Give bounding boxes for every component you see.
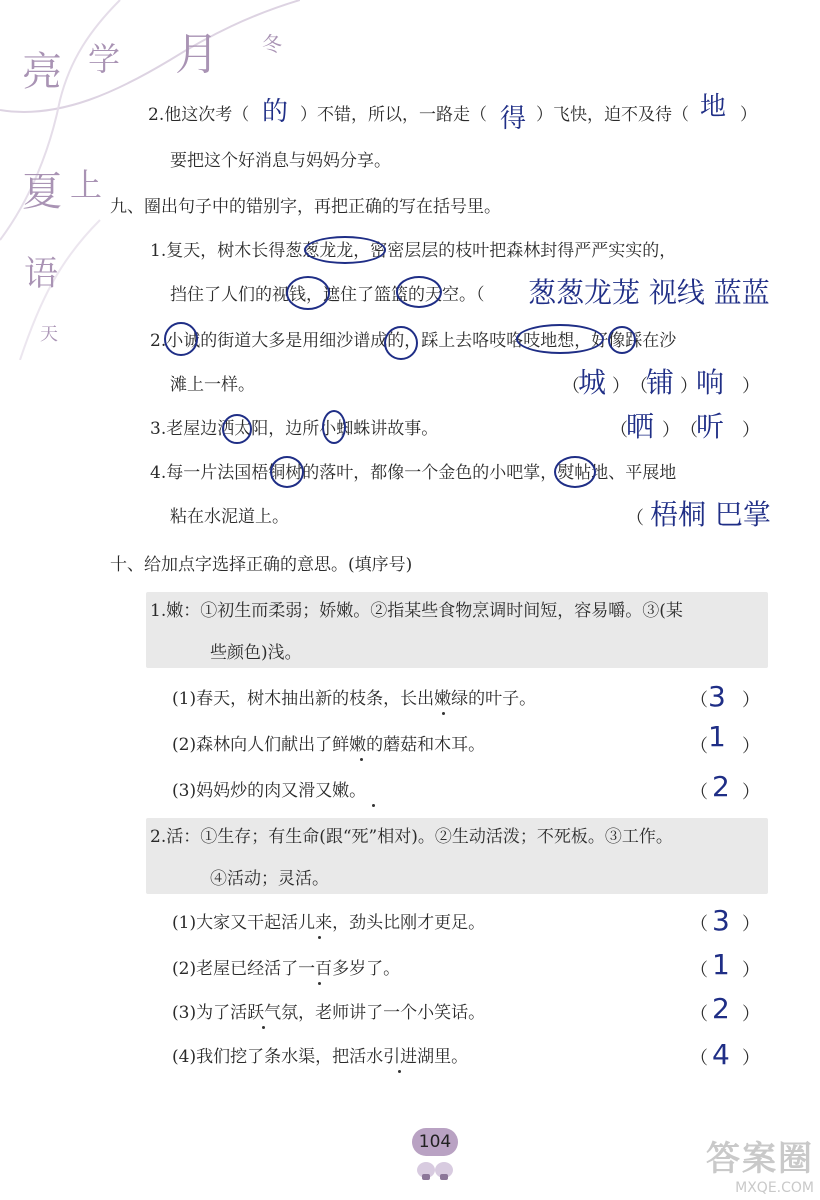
paren-close: ） [742, 420, 760, 441]
mark-circle [516, 324, 604, 354]
emphasis-dot [442, 712, 445, 715]
corner-char: 语 [24, 254, 58, 294]
paren-close: ） [742, 736, 760, 757]
sec8-q2-part-c: ）飞快，迫不及待（ [536, 105, 689, 125]
emphasis-dot [262, 1026, 265, 1029]
paren-close: ） [662, 420, 680, 441]
sec9-q2-answer-3: 响 [696, 366, 725, 399]
corner-char: 冬 [262, 32, 282, 56]
sec10-word2-item4: (4)我们挖了条水渠，把活水引进湖里。 [172, 1047, 469, 1067]
paren-close: ） [742, 782, 760, 803]
sec10-word2-answer3: 2 [712, 992, 730, 1025]
corner-char: 月 [175, 29, 219, 80]
mark-circle [164, 322, 198, 356]
sec8-answer-3: 地 [700, 92, 727, 122]
paren-open: （ [690, 690, 708, 711]
sec10-word2-def-line1: 2.活：①生存；有生命(跟“死”相对)。②生动活泼；不死板。③工作。 [150, 827, 673, 847]
paren-open: （ [690, 914, 708, 935]
sec10-word1-def-line1: 1.嫩：①初生而柔弱；娇嫩。②指某些食物烹调时间短，容易嚼。③(某 [150, 601, 683, 621]
mark-circle [608, 326, 636, 354]
sec9-q3-line1: 3.老屋边洒太阳，边所小蜘蛛讲故事。 [150, 419, 439, 439]
mark-circle [304, 236, 386, 264]
sec8-q2-part-d: ） [740, 105, 757, 125]
sec10-word2-answer1: 3 [712, 904, 730, 937]
sec10-word2-def-line2: ④活动；灵活。 [210, 869, 329, 889]
paren-open: （ [690, 736, 708, 757]
mark-circle [384, 326, 418, 360]
corner-char: 学 [88, 40, 121, 78]
sec9-q4-answer: 梧桐 巴掌 [650, 498, 771, 531]
corner-swirl-graphic [0, 0, 300, 360]
paren-open: （ [690, 1004, 708, 1025]
sec10-title: 十、给加点字选择正确的意思。(填序号) [110, 555, 413, 575]
sec10-word1-def-line2: 些颜色)浅。 [210, 643, 302, 663]
watermark-url: MXQE.COM [735, 1180, 814, 1196]
mark-circle [286, 276, 330, 310]
mark-circle [396, 276, 442, 308]
page-number [412, 1128, 458, 1156]
watermark-logo-text: 答案圈 [706, 1139, 814, 1179]
sec10-word2-answer2: 1 [712, 948, 730, 981]
page-number-text: 104 [418, 1132, 452, 1152]
paren-close: ） [742, 690, 760, 711]
paren-open: （ [610, 420, 628, 441]
paren-open: （ [690, 1048, 708, 1069]
sec9-q2-answer-2: 铺 [646, 366, 675, 399]
paren-open: （ [680, 420, 698, 441]
sec9-q1-answer: 葱葱龙茏 视线 蓝蓝 [528, 276, 770, 309]
sec9-q4-line1: 4.每一片法国梧铜树的落叶，都像一个金色的小吧掌，熨帖地、平展地 [150, 463, 677, 483]
sec8-q2-line2: 要把这个好消息与妈妈分享。 [170, 151, 391, 171]
sec9-q2-line1: 2.小诚的街道大多是用细沙谱成的，踩上去咯吱咯吱地想，好像踩在沙 [150, 331, 677, 351]
sec10-word2-item2: (2)老屋已经活了一百多岁了。 [172, 959, 401, 979]
mark-circle [322, 410, 346, 444]
mark-circle [554, 456, 596, 488]
sec10-word1-answer2: 1 [708, 720, 726, 753]
paren-close: ） [742, 1048, 760, 1069]
emphasis-dot [360, 758, 363, 761]
emphasis-dot [318, 936, 321, 939]
corner-decoration [0, 0, 300, 360]
mark-circle [222, 414, 252, 444]
sec9-q3-answer-2: 听 [696, 410, 725, 443]
paren-close: ） [680, 376, 698, 397]
sec10-word1-item2: (2)森林向人们献出了鲜嫩的蘑菇和木耳。 [172, 735, 486, 755]
sec8-q2-part-a: 2.他这次考（ [148, 105, 250, 125]
paren-close: ） [612, 376, 630, 397]
sec10-word1-item1: (1)春天，树木抽出新的枝条，长出嫩绿的叶子。 [172, 689, 537, 709]
sec10-word2-item1: (1)大家又干起活儿来，劲头比刚才更足。 [172, 913, 486, 933]
emphasis-dot [398, 1070, 401, 1073]
corner-char: 天 [40, 324, 58, 345]
sec9-title: 九、圈出句子中的错别字，再把正确的写在括号里。 [110, 197, 501, 217]
sec9-q1-line2: 挡住了人们的视钱，遮住了篮篮的天空。（ [170, 285, 485, 305]
paren-open: （ [630, 376, 648, 397]
sec10-word2-answer4: 4 [712, 1038, 730, 1071]
corner-char: 上 [70, 166, 103, 204]
paren-open: （ [626, 508, 644, 529]
sec10-word1-item3: (3)妈妈炒的肉又滑又嫩。 [172, 781, 367, 801]
paren-open: （ [562, 376, 580, 397]
sec9-q2-line2: 滩上一样。 [170, 375, 255, 395]
sec10-word2-item3: (3)为了活跃气氛，老师讲了一个小笑话。 [172, 1003, 486, 1023]
paren-close: ） [742, 376, 760, 397]
sec9-q3-answer-1: 晒 [626, 410, 655, 443]
sec10-word1-answer3: 2 [712, 770, 730, 803]
emphasis-dot [372, 804, 375, 807]
mascot-feet-icon [412, 1156, 458, 1182]
sec10-word1-answer1: 3 [708, 680, 726, 713]
sec9-q2-answer-1: 城 [578, 366, 607, 399]
sec9-q4-line2: 粘在水泥道上。 [170, 507, 289, 527]
corner-char: 夏 [22, 169, 62, 215]
paren-close: ） [742, 914, 760, 935]
paren-open: （ [690, 782, 708, 803]
sec9-q1-line1: 1.复天，树木长得葱葱龙龙，密密层层的枝叶把森林封得严严实实的， [150, 241, 677, 261]
mark-circle [270, 456, 304, 488]
paren-close: ） [742, 1004, 760, 1025]
paren-open: （ [690, 960, 708, 981]
corner-char: 亮 [22, 49, 62, 95]
watermark [706, 1131, 814, 1196]
paren-close: ） [742, 960, 760, 981]
sec8-answer-2: 得 [500, 104, 527, 134]
sec8-q2-part-b: ）不错，所以，一路走（ [300, 105, 487, 125]
sec8-answer-1: 的 [262, 97, 289, 127]
emphasis-dot [318, 982, 321, 985]
